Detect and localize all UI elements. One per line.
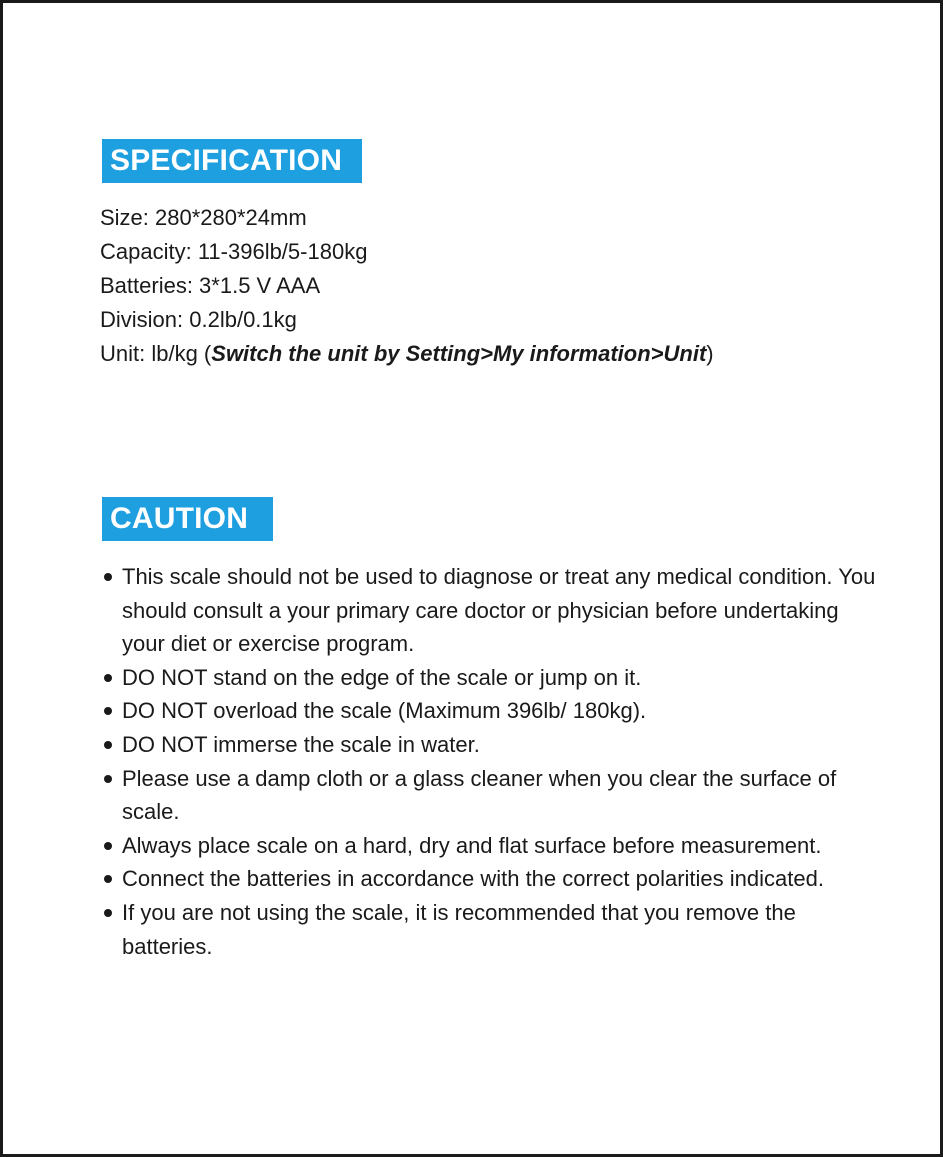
specification-heading: SPECIFICATION [102,139,362,183]
caution-list [103,560,883,963]
spec-batteries: Batteries: 3*1.5 V AAA [100,273,321,298]
caution-item-text: This scale should not be used to diagnose or treat any medical condition. You should consult a your primary care doctor or physician before undertaking your diet or exercise program. [122,564,876,657]
spec-unit-suffix: ) [706,341,714,366]
caution-item-text: Please use a damp cloth or a glass cleaner when you clear the surface of scale. [122,765,837,825]
caution-item-text: DO NOT overload the scale (Maximum 396lb/ 180kg). [122,698,647,724]
bullet-icon [104,707,112,715]
caution-item [103,829,883,863]
caution-item-text: DO NOT stand on the edge of the scale or jump on it. [122,664,642,690]
caution-heading: CAUTION [102,497,273,541]
caution-item [103,762,883,829]
caution-item [103,862,883,896]
specification-list [100,201,714,371]
spec-capacity: Capacity: 11-396lb/5-180kg [100,239,368,264]
bullet-icon [104,674,112,682]
spec-unit-prefix: Unit: lb/kg ( [100,341,212,366]
caution-item [103,661,883,695]
bullet-icon [104,909,112,917]
bullet-icon [104,741,112,749]
caution-item [103,560,883,661]
caution-item-text: Connect the batteries in accordance with the correct polarities indicated. [122,866,824,892]
bullet-icon [104,842,112,850]
spec-size: Size: 280*280*24mm [100,205,307,230]
caution-item [103,896,883,963]
caution-item-text: DO NOT immerse the scale in water. [122,731,480,757]
spec-unit-note: Switch the unit by Setting>My information>Unit [211,341,707,366]
caution-item [103,728,883,762]
caution-item-text: If you are not using the scale, it is recommended that you remove the batteries. [122,899,796,959]
bullet-icon [104,573,112,581]
spec-unit [100,337,714,371]
bullet-icon [104,875,112,883]
spec-division: Division: 0.2lb/0.1kg [100,307,297,332]
caution-item [103,694,883,728]
bullet-icon [104,775,112,783]
caution-item-text: Always place scale on a hard, dry and flat surface before measurement. [122,832,822,858]
